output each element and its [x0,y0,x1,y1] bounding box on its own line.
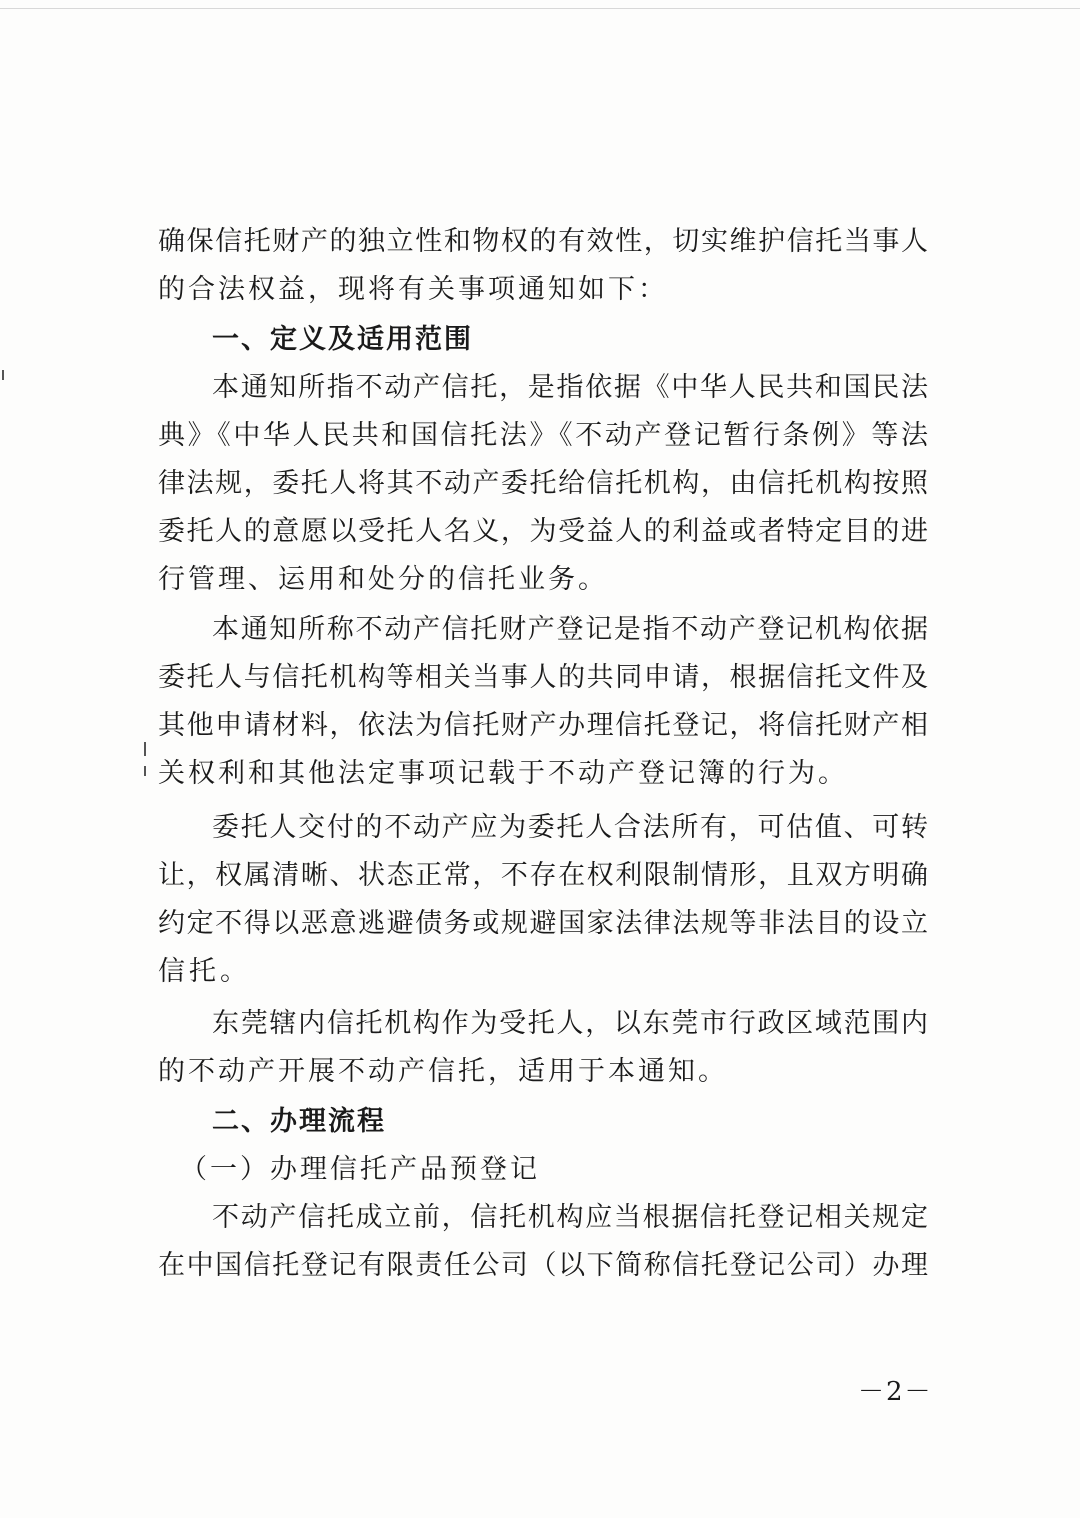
subsection-heading: （一）办理信托产品预登记 [180,1154,540,1185]
page-number: －2－ [858,1377,933,1407]
body-line: 让，权属清晰、状态正常，不存在权利限制情形，且双方明确 [158,860,928,891]
body-line: 在中国信托登记有限责任公司（以下简称信托登记公司）办理 [158,1250,928,1281]
body-line: 委托人交付的不动产应为委托人合法所有，可估值、可转 [212,812,928,843]
scan-mark [144,742,146,756]
section-heading: 一、定义及适用范围 [212,324,473,355]
body-line: 典》《中华人民共和国信托法》《不动产登记暂行条例》等法 [158,420,928,451]
body-line: 本通知所指不动产信托，是指依据《中华人民共和国民法 [212,372,928,403]
body-line: 东莞辖内信托机构作为受托人，以东莞市行政区域范围内 [212,1008,928,1039]
scan-edge-line [0,8,1080,9]
body-line: 行管理、运用和处分的信托业务。 [158,564,608,595]
body-line: 关权利和其他法定事项记载于不动产登记簿的行为。 [158,758,848,789]
body-line: 的合法权益，现将有关事项通知如下： [158,274,668,305]
body-line: 委托人的意愿以受托人名义，为受益人的利益或者特定目的进 [158,516,928,547]
body-line: 信托。 [158,956,251,987]
body-line: 约定不得以恶意逃避债务或规避国家法律法规等非法目的设立 [158,908,928,939]
body-line: 其他申请材料，依法为信托财产办理信托登记，将信托财产相 [158,710,928,741]
body-line: 确保信托财产的独立性和物权的有效性，切实维护信托当事人 [158,226,928,257]
body-line: 本通知所称不动产信托财产登记是指不动产登记机构依据 [212,614,928,645]
body-line: 委托人与信托机构等相关当事人的共同申请，根据信托文件及 [158,662,928,693]
body-line: 的不动产开展不动产信托，适用于本通知。 [158,1056,728,1087]
scan-mark [144,766,146,776]
section-heading: 二、办理流程 [212,1106,386,1137]
scan-mark [2,370,4,380]
body-line: 不动产信托成立前，信托机构应当根据信托登记相关规定 [212,1202,928,1233]
body-line: 律法规，委托人将其不动产委托给信托机构，由信托机构按照 [158,468,928,499]
